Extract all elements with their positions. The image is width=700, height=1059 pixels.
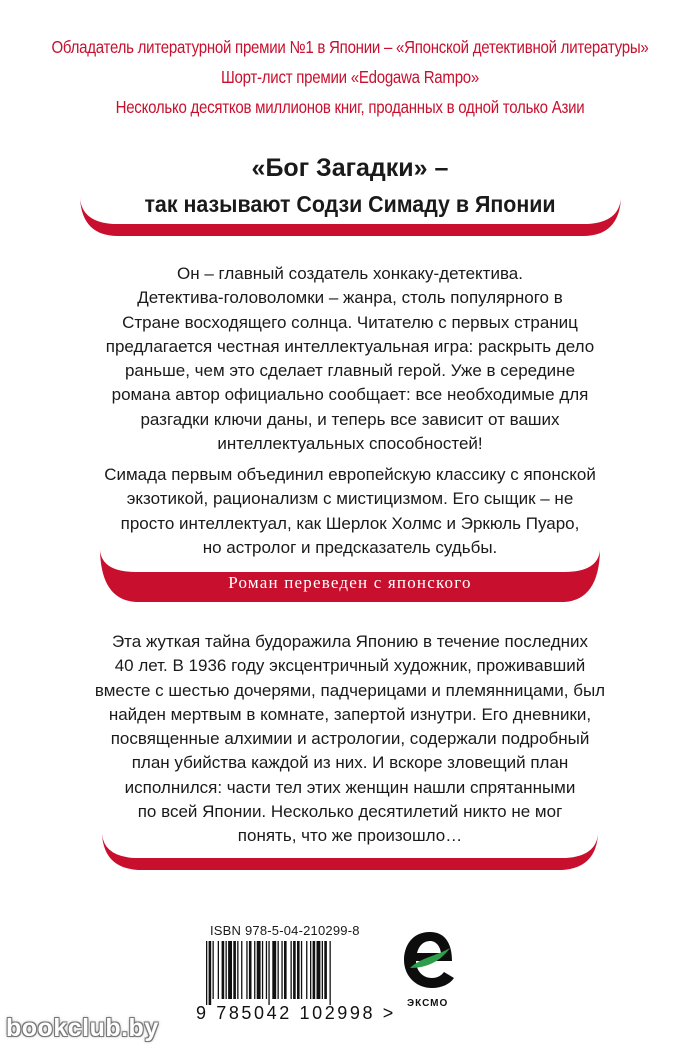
paragraph-line: предлагается честная интеллектуальная игра: раскрыть дело: [105, 336, 595, 356]
eksmo-logo-icon: [400, 928, 456, 999]
paragraph-line: романа автор официально сообщает: все необходимые для: [111, 385, 589, 405]
watermark: bookclub.by: [6, 1014, 159, 1042]
paragraph-line: Симада первым объединил европейскую классику с японской: [104, 465, 596, 484]
award-line-3: Несколько десятков миллионов книг, проданных в одной только Азии: [115, 97, 585, 117]
paragraph-line: просто интеллектуал, как Шерлок Холмс и Эркюль Пуаро,: [120, 513, 580, 533]
paragraph-line: разгадки ключи даны, и теперь все зависит от ваших: [140, 409, 560, 429]
paragraph-line: Детектива-головоломки – жанра, столь популярного в: [137, 288, 563, 308]
awards-block: [0, 32, 700, 122]
paragraph-line: Стране восходящего солнца. Читателю с первых страниц: [122, 312, 578, 332]
barcode: [202, 941, 370, 1010]
paragraph-line: исполнился: части тел этих женщин нашли спрятанными: [124, 777, 576, 797]
isbn-label: ISBN 978-5-04-210299-8: [210, 923, 360, 938]
paragraph-line: интеллектуальных способностей!: [217, 434, 483, 454]
headline-bracket: [78, 196, 623, 244]
paragraph-line: понять, что же произошло…: [237, 826, 463, 846]
award-line-1: Обладатель литературной премии №1 в Японии – «Японской детективной литературы»: [51, 37, 649, 57]
paragraph-line: экзотикой, рационализм с мистицизмом. Его сыщик – не: [126, 489, 574, 509]
paragraph-author: [40, 463, 660, 560]
publisher-name: ЭКСМО: [407, 998, 449, 1009]
headline-line-1: «Бог Загадки» –: [251, 154, 449, 182]
paragraph-line: 40 лет. В 1936 году эксцентричный художник, проживавший: [114, 656, 586, 676]
paragraph-line: план убийства каждой из них. И вскоре зловещий план: [131, 753, 569, 773]
paragraph-plot: [40, 630, 660, 849]
paragraph-line: раньше, чем это сделает главный герой. Уже в середине: [124, 361, 576, 381]
paragraph-line: вместе с шестью дочерями, падчерицами и племянницами, был: [94, 680, 606, 700]
paragraph-line: Эта жуткая тайна будоражила Японию в течение последних: [111, 632, 589, 651]
paragraph-line: но астролог и предсказатель судьбы.: [202, 537, 498, 557]
award-line-2: Шорт-лист премии «Edogawa Rampo»: [220, 67, 480, 87]
headline-line-2: так называют Содзи Симаду в Японии: [144, 191, 556, 217]
paragraph-line: посвященные алхимии и астрологии, содержали подробный: [110, 729, 590, 749]
barcode-digits: 9 785042 102998 >: [196, 1003, 396, 1023]
paragraph-line: по всей Японии. Несколько десятилетий никто не мог: [137, 802, 563, 822]
paragraph-line: Он – главный создатель хонкаку-детектива.: [177, 264, 523, 283]
plot-bracket: [100, 832, 600, 876]
paragraph-genre: [40, 262, 660, 456]
paragraph-line: найден мертвым в комнате, запертой изнутри. Его дневники,: [108, 704, 592, 724]
translation-note: Роман переведен с японского: [228, 573, 472, 592]
